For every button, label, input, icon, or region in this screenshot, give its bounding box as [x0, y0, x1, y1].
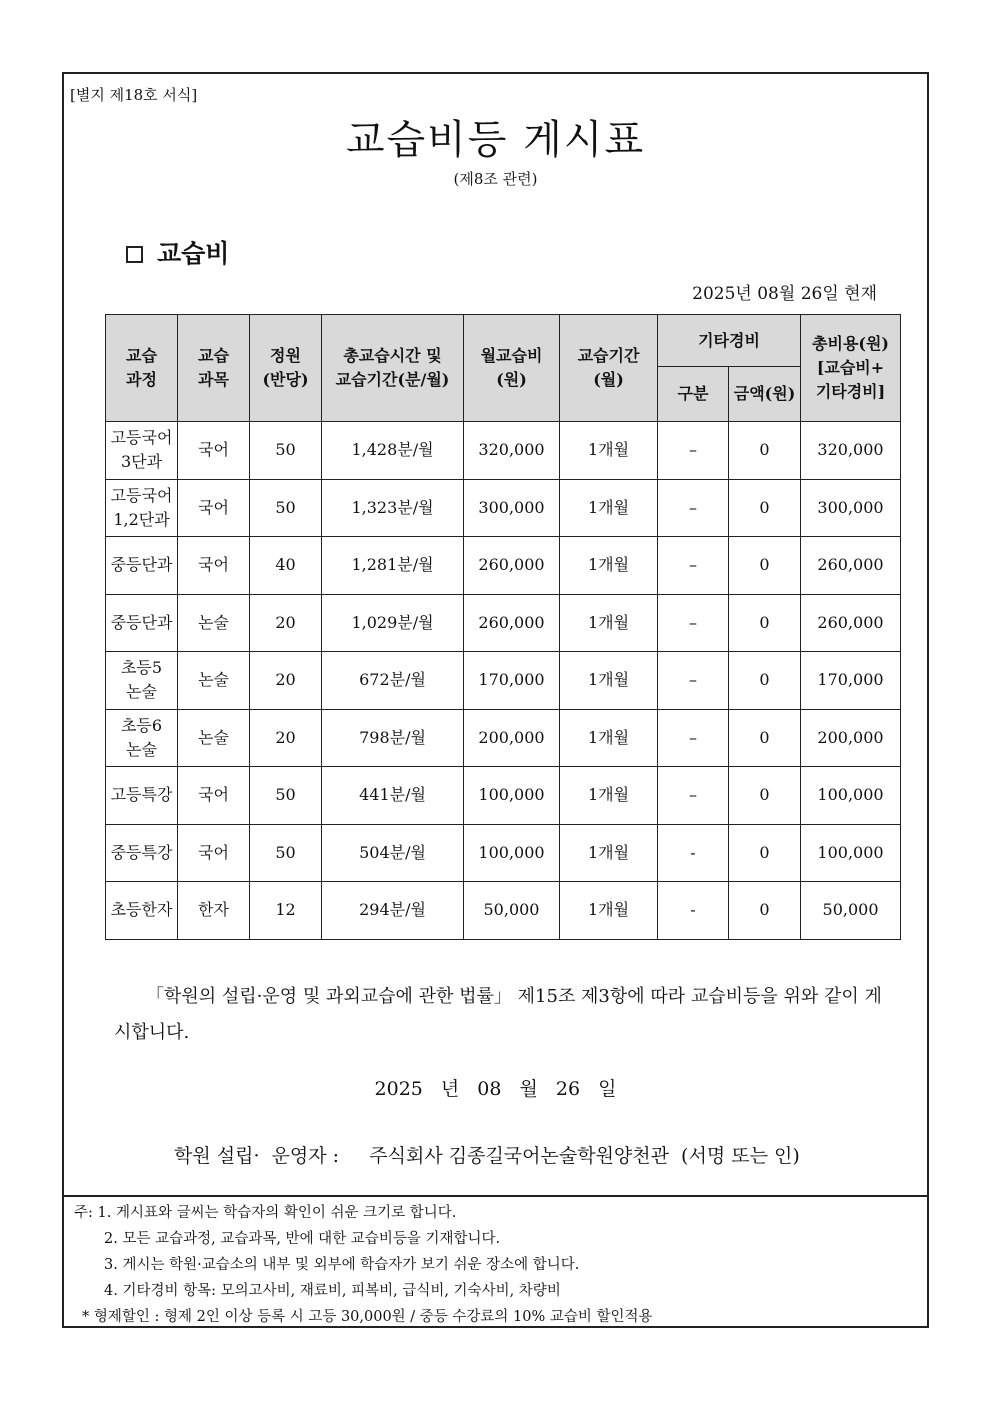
header-period	[560, 315, 658, 422]
cell-other-type: -	[658, 824, 729, 882]
table-row	[106, 537, 901, 595]
cell-course: 초등한자	[106, 882, 178, 940]
header-other-amount: 금액(원)	[729, 367, 801, 422]
header-total-cost-label: 총비용(원) [교습비+ 기타경비]	[812, 334, 889, 401]
notes-section	[64, 1195, 927, 1330]
cell-other-type: –	[658, 652, 729, 710]
table-row	[106, 824, 901, 882]
cell-total-cost: 50,000	[801, 882, 901, 940]
signature-line: 학원 설립· 운영자 : 주식회사 김종길국어논술학원양천관 (서명 또는 인)	[174, 1145, 800, 1167]
cell-course: 중등단과	[106, 594, 178, 652]
header-monthly-fee	[464, 315, 560, 422]
cell-subject: 국어	[178, 422, 250, 480]
cell-other-amount: 0	[729, 824, 801, 882]
header-subject	[178, 315, 250, 422]
table-row	[106, 882, 901, 940]
note-item: 4. 기타경비 항목: 모의고사비, 재료비, 피복비, 급식비, 기숙사비, 차량비	[104, 1283, 561, 1299]
cell-period: 1개월	[560, 824, 658, 882]
cell-period: 1개월	[560, 479, 658, 537]
cell-monthly-fee: 260,000	[464, 594, 560, 652]
square-bullet-icon	[126, 246, 143, 263]
cell-total-cost: 100,000	[801, 767, 901, 825]
cell-course: 중등단과	[106, 537, 178, 595]
table-row	[106, 594, 901, 652]
section-title: 교습비	[157, 239, 230, 268]
cell-total-cost: 320,000	[801, 422, 901, 480]
legal-statement: 「학원의 설립·운영 및 과외교습에 관한 법률」 제15조 제3항에 따라 교습비등을 위와 같이 게시합니다.	[114, 986, 882, 1043]
cell-subject: 국어	[178, 767, 250, 825]
cell-capacity: 40	[250, 537, 322, 595]
cell-capacity: 12	[250, 882, 322, 940]
header-other-costs: 기타경비	[658, 315, 801, 367]
cell-other-amount: 0	[729, 709, 801, 767]
cell-total-cost: 260,000	[801, 537, 901, 595]
cell-period: 1개월	[560, 652, 658, 710]
page-title: 교습비등 게시표	[345, 117, 646, 163]
header-course	[106, 315, 178, 422]
header-total-time-label: 총교습시간 및 교습기간(분/월)	[335, 346, 450, 389]
cell-period: 1개월	[560, 422, 658, 480]
cell-course: 고등국어 3단과	[106, 422, 178, 480]
cell-capacity: 50	[250, 767, 322, 825]
cell-total-time: 1,281분/월	[322, 537, 464, 595]
fee-table-body	[106, 422, 901, 940]
cell-total-time: 1,029분/월	[322, 594, 464, 652]
header-subject-label: 교습 과목	[198, 346, 229, 389]
cell-total-time: 672분/월	[322, 652, 464, 710]
note-item: 3. 게시는 학원·교습소의 내부 및 외부에 학습자가 보기 쉬운 장소에 합니다.	[104, 1257, 580, 1273]
cell-period: 1개월	[560, 537, 658, 595]
note-item: 2. 모든 교습과정, 교습과목, 반에 대한 교습비등을 기재합니다.	[104, 1231, 501, 1247]
cell-subject: 논술	[178, 594, 250, 652]
fee-table	[105, 314, 901, 940]
table-row	[106, 709, 901, 767]
header-other-type: 구분	[658, 367, 729, 422]
cell-monthly-fee: 170,000	[464, 652, 560, 710]
cell-monthly-fee: 300,000	[464, 479, 560, 537]
header-total-time	[322, 315, 464, 422]
cell-subject: 한자	[178, 882, 250, 940]
cell-total-cost: 300,000	[801, 479, 901, 537]
cell-total-time: 1,323분/월	[322, 479, 464, 537]
cell-total-cost: 100,000	[801, 824, 901, 882]
cell-other-type: –	[658, 537, 729, 595]
cell-monthly-fee: 100,000	[464, 824, 560, 882]
cell-other-amount: 0	[729, 422, 801, 480]
cell-subject: 논술	[178, 652, 250, 710]
cell-total-time: 294분/월	[322, 882, 464, 940]
cell-other-amount: 0	[729, 479, 801, 537]
header-course-label: 교습 과정	[126, 346, 157, 389]
header-capacity-label: 정원 (반당)	[262, 346, 309, 389]
table-row	[106, 767, 901, 825]
cell-total-time: 504분/월	[322, 824, 464, 882]
cell-period: 1개월	[560, 709, 658, 767]
cell-capacity: 20	[250, 709, 322, 767]
cell-capacity: 50	[250, 479, 322, 537]
header-capacity	[250, 315, 322, 422]
cell-course: 고등국어 1,2단과	[106, 479, 178, 537]
posting-date: 2025 년 08 월 26 일	[374, 1078, 617, 1100]
cell-period: 1개월	[560, 594, 658, 652]
cell-monthly-fee: 260,000	[464, 537, 560, 595]
cell-other-amount: 0	[729, 594, 801, 652]
table-row	[106, 422, 901, 480]
cell-other-type: -	[658, 882, 729, 940]
header-total-cost	[801, 315, 901, 422]
cell-monthly-fee: 100,000	[464, 767, 560, 825]
cell-subject: 국어	[178, 537, 250, 595]
cell-monthly-fee: 320,000	[464, 422, 560, 480]
cell-capacity: 50	[250, 824, 322, 882]
cell-total-time: 798분/월	[322, 709, 464, 767]
page-subtitle: (제8조 관련)	[453, 170, 538, 188]
cell-total-cost: 170,000	[801, 652, 901, 710]
note-item: * 형제할인 : 형제 2인 이상 등록 시 고등 30,000원 / 중등 수강료의 10% 교습비 할인적용	[82, 1309, 653, 1325]
cell-capacity: 20	[250, 594, 322, 652]
cell-subject: 국어	[178, 824, 250, 882]
cell-other-type: –	[658, 594, 729, 652]
cell-other-amount: 0	[729, 537, 801, 595]
header-period-label: 교습기간 (월)	[577, 346, 640, 389]
cell-other-type: –	[658, 767, 729, 825]
as-of-date: 2025년 08월 26일 현재	[692, 284, 877, 304]
cell-period: 1개월	[560, 767, 658, 825]
cell-total-time: 441분/월	[322, 767, 464, 825]
header-monthly-fee-label: 월교습비 (원)	[480, 346, 543, 389]
cell-other-type: –	[658, 422, 729, 480]
form-frame	[62, 72, 929, 1328]
cell-other-type: –	[658, 709, 729, 767]
cell-subject: 논술	[178, 709, 250, 767]
cell-capacity: 20	[250, 652, 322, 710]
cell-course: 초등6 논술	[106, 709, 178, 767]
cell-monthly-fee: 50,000	[464, 882, 560, 940]
form-number: [별지 제18호 서식]	[70, 86, 198, 104]
cell-monthly-fee: 200,000	[464, 709, 560, 767]
cell-other-amount: 0	[729, 767, 801, 825]
cell-course: 초등5 논술	[106, 652, 178, 710]
cell-total-cost: 260,000	[801, 594, 901, 652]
section-heading	[126, 234, 229, 270]
cell-period: 1개월	[560, 882, 658, 940]
table-row	[106, 479, 901, 537]
cell-subject: 국어	[178, 479, 250, 537]
cell-course: 중등특강	[106, 824, 178, 882]
cell-capacity: 50	[250, 422, 322, 480]
cell-other-amount: 0	[729, 652, 801, 710]
table-row	[106, 652, 901, 710]
cell-other-amount: 0	[729, 882, 801, 940]
cell-course: 고등특강	[106, 767, 178, 825]
note-item: 주: 1. 게시표와 글씨는 학습자의 확인이 쉬운 크기로 합니다.	[74, 1205, 457, 1221]
cell-total-cost: 200,000	[801, 709, 901, 767]
cell-total-time: 1,428분/월	[322, 422, 464, 480]
cell-other-type: –	[658, 479, 729, 537]
